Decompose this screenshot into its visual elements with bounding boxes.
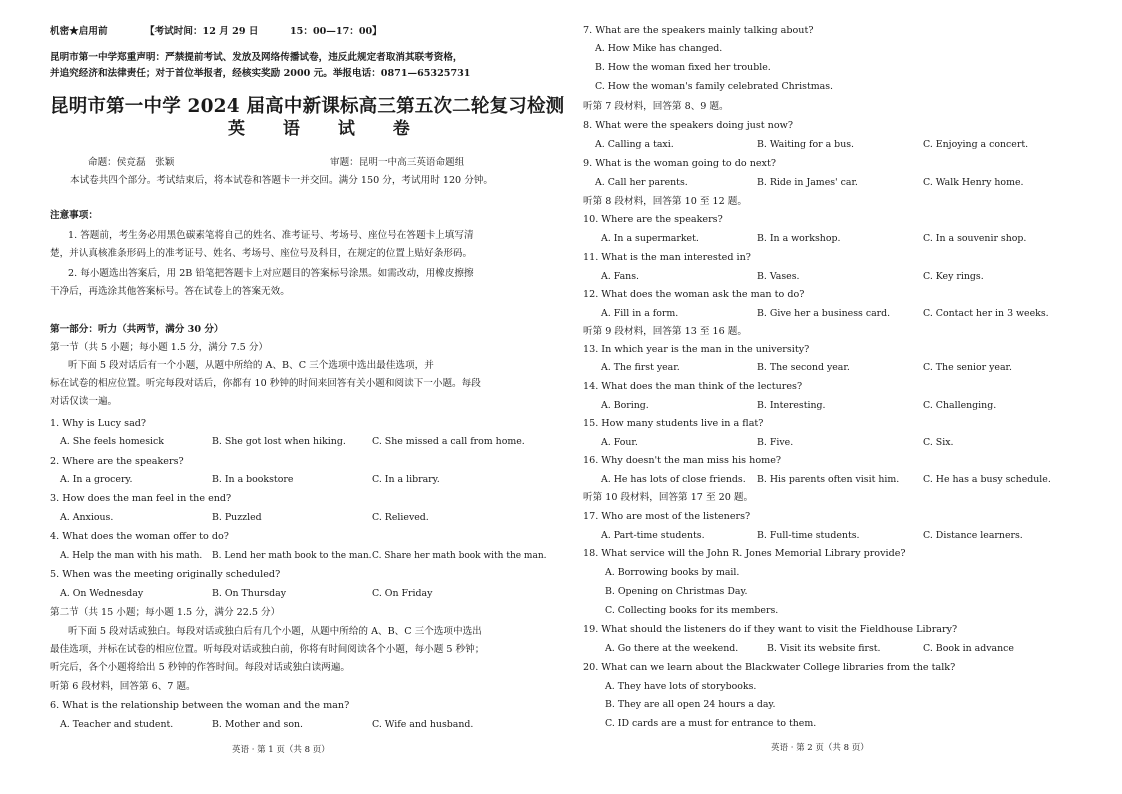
exam-title: 昆明市第一中学 2024 届高中新课标高三第五次二轮复习检测 xyxy=(50,96,565,117)
q15-option-b: B. Five. xyxy=(757,437,794,448)
question-6: 6. What is the relationship between the woman and the man? xyxy=(50,700,350,711)
exam-page-2 xyxy=(561,0,1122,794)
q3-option-a: A. Anxious. xyxy=(60,512,114,523)
question-16: 16. Why doesn't the man miss his home? xyxy=(583,455,782,466)
q18-option-b: B. Opening on Christmas Day. xyxy=(605,586,748,597)
group-8-heading: 听第 8 段材料，回答第 10 至 12 题。 xyxy=(583,196,747,207)
exam-time-label: 【考试时间：12 月 29 日 xyxy=(145,26,259,37)
caution-1-line-2: 楚，并认真核准条形码上的准考证号、姓名、考场号、座位号及科目，在规定的位置上贴好条形码。 xyxy=(50,248,473,259)
q10-option-b: B. In a workshop. xyxy=(757,233,841,244)
q4-option-c: C. Share her math book with the man. xyxy=(372,551,547,561)
q9-option-b: B. Ride in James' car. xyxy=(757,177,858,188)
q19-option-a: A. Go there at the weekend. xyxy=(605,643,739,654)
q14-option-c: C. Challenging. xyxy=(923,400,997,411)
question-3: 3. How does the man feel in the end? xyxy=(50,493,232,504)
caution-2-line-2: 干净后，再选涂其他答案标号。答在试卷上的答案无效。 xyxy=(50,286,290,297)
question-17: 17. Who are most of the listeners? xyxy=(583,511,751,522)
question-11: 11. What is the man interested in? xyxy=(583,252,751,263)
q17-option-a: A. Part-time students. xyxy=(601,530,705,541)
question-20: 20. What can we learn about the Blackwater College libraries from the talk? xyxy=(583,662,956,673)
exam-time-range: 15：00—17：00】 xyxy=(290,26,382,37)
page-1-footer: 英语 · 第 1 页（共 8 页） xyxy=(232,745,330,755)
question-13: 13. In which year is the man in the university? xyxy=(583,344,810,355)
q12-option-c: C. Contact her in 3 weeks. xyxy=(923,308,1049,319)
q5-option-c: C. On Friday xyxy=(372,588,433,599)
q16-option-b: B. His parents often visit him. xyxy=(757,474,900,485)
question-14: 14. What does the man think of the lectures? xyxy=(583,381,803,392)
group-9-heading: 听第 9 段材料，回答第 13 至 16 题。 xyxy=(583,326,747,337)
page-2-footer: 英语 · 第 2 页（共 8 页） xyxy=(771,743,869,753)
q8-option-c: C. Enjoying a concert. xyxy=(923,139,1029,150)
q6-option-a: A. Teacher and student. xyxy=(60,719,174,730)
q12-option-b: B. Give her a business card. xyxy=(757,308,891,319)
q10-option-c: C. In a souvenir shop. xyxy=(923,233,1027,244)
q16-option-a: A. He has lots of close friends. xyxy=(601,474,746,485)
confidential-label: 机密★启用前 xyxy=(50,26,108,37)
question-8: 8. What were the speakers doing just now? xyxy=(583,120,793,131)
section1-heading: 第一节（共 5 小题；每小题 1.5 分，满分 7.5 分） xyxy=(50,342,269,353)
setters-line: 命题：侯竞磊 张颖 xyxy=(88,157,175,168)
group-6-heading: 听第 6 段材料，回答第 6、7 题。 xyxy=(50,681,196,692)
question-15: 15. How many students live in a flat? xyxy=(583,418,764,429)
notice-line-2: 并追究经济和法律责任；对于首位举报者，经核实奖励 2000 元。举报电话：0871—65325731 xyxy=(50,68,471,79)
q20-option-c: C. ID cards are a must for entrance to them. xyxy=(605,718,817,729)
q19-option-b: B. Visit its website first. xyxy=(767,643,881,654)
caution-1-line-1: 1. 答题前，考生务必用黑色碳素笔将自己的姓名、准考证号、考场号、座位号在答题卡上填写清 xyxy=(68,230,474,241)
q2-option-b: B. In a bookstore xyxy=(212,474,294,485)
q20-option-b: B. They are all open 24 hours a day. xyxy=(605,699,776,710)
q18-option-c: C. Collecting books for its members. xyxy=(605,605,779,616)
q4-option-b: B. Lend her math book to the man. xyxy=(212,551,372,561)
q1-option-c: C. She missed a call from home. xyxy=(372,436,525,447)
question-9: 9. What is the woman going to do next? xyxy=(583,158,776,169)
q2-option-a: A. In a grocery. xyxy=(60,474,133,485)
q13-option-b: B. The second year. xyxy=(757,362,850,373)
q7-option-b: B. How the woman fixed her trouble. xyxy=(595,62,771,73)
q7-option-c: C. How the woman's family celebrated Christmas. xyxy=(595,81,833,92)
q9-option-c: C. Walk Henry home. xyxy=(923,177,1024,188)
q2-option-c: C. In a library. xyxy=(372,474,440,485)
q14-option-b: B. Interesting. xyxy=(757,400,826,411)
q11-option-a: A. Fans. xyxy=(601,271,640,282)
question-10: 10. Where are the speakers? xyxy=(583,214,723,225)
section1-instr-2: 标在试卷的相应位置。听完每段对话后，你都有 10 秒钟的时间来回答有关小题和阅读下一小题。每段 xyxy=(50,378,481,389)
question-4: 4. What does the woman offer to do? xyxy=(50,531,229,542)
q5-option-b: B. On Thursday xyxy=(212,588,287,599)
q15-option-a: A. Four. xyxy=(601,437,638,448)
group-7-heading: 听第 7 段材料，回答第 8、9 题。 xyxy=(583,101,729,112)
q13-option-c: C. The senior year. xyxy=(923,362,1012,373)
q1-option-b: B. She got lost when hiking. xyxy=(212,436,346,447)
q19-option-c: C. Book in advance xyxy=(923,643,1014,654)
part1-heading: 第一部分：听力（共两节，满分 30 分） xyxy=(50,324,224,335)
exam-subject-title: 英 语 试 卷 xyxy=(228,119,426,139)
q11-option-c: C. Key rings. xyxy=(923,271,984,282)
q8-option-a: A. Calling a taxi. xyxy=(595,139,674,150)
section2-instr-1: 听下面 5 段对话或独白。每段对话或独白后有几个小题，从题中所给的 A、B、C 三个选项中选出 xyxy=(68,626,482,637)
q17-option-b: B. Full-time students. xyxy=(757,530,860,541)
question-7: 7. What are the speakers mainly talking about? xyxy=(583,25,814,36)
section2-instr-2: 最佳选项，并标在试卷的相应位置。听每段对话或独白前，你将有时间阅读各个小题，每小题 5 秒钟； xyxy=(50,644,485,655)
q12-option-a: A. Fill in a form. xyxy=(601,308,679,319)
q16-option-c: C. He has a busy schedule. xyxy=(923,474,1051,485)
notice-line-1: 昆明市第一中学郑重声明：严禁提前考试、发放及网络传播试卷，违反此规定者取消其联考资格， xyxy=(50,52,463,63)
q1-option-a: A. She feels homesick xyxy=(60,436,164,447)
q7-option-a: A. How Mike has changed. xyxy=(595,43,723,54)
question-2: 2. Where are the speakers? xyxy=(50,456,184,467)
q5-option-a: A. On Wednesday xyxy=(60,588,144,599)
question-19: 19. What should the listeners do if they want to visit the Fieldhouse Library? xyxy=(583,624,958,635)
q20-option-a: A. They have lots of storybooks. xyxy=(605,681,757,692)
q17-option-c: C. Distance learners. xyxy=(923,530,1023,541)
reviewers-line: 审题：昆明一中高三英语命题组 xyxy=(330,157,465,168)
q14-option-a: A. Boring. xyxy=(601,400,649,411)
q3-option-b: B. Puzzled xyxy=(212,512,262,523)
question-12: 12. What does the woman ask the man to do? xyxy=(583,289,805,300)
section1-instr-3: 对话仅读一遍。 xyxy=(50,396,118,407)
q15-option-c: C. Six. xyxy=(923,437,954,448)
q3-option-c: C. Relieved. xyxy=(372,512,429,523)
q9-option-a: A. Call her parents. xyxy=(595,177,688,188)
caution-2-line-1: 2. 每小题选出答案后，用 2B 铅笔把答题卡上对应题目的答案标号涂黑。如需改动，用橡皮擦擦 xyxy=(68,268,474,279)
question-5: 5. When was the meeting originally scheduled? xyxy=(50,569,281,580)
q18-option-a: A. Borrowing books by mail. xyxy=(605,567,740,578)
section1-instr-1: 听下面 5 段对话后有一个小题，从题中所给的 A、B、C 三个选项中选出最佳选项，并 xyxy=(68,360,434,371)
group-10-heading: 听第 10 段材料，回答第 17 至 20 题。 xyxy=(583,492,754,503)
q11-option-b: B. Vases. xyxy=(757,271,800,282)
question-18: 18. What service will the John R. Jones Memorial Library provide? xyxy=(583,548,906,559)
q8-option-b: B. Waiting for a bus. xyxy=(757,139,855,150)
q6-option-b: B. Mother and son. xyxy=(212,719,303,730)
section2-heading: 第二节（共 15 小题；每小题 1.5 分，满分 22.5 分） xyxy=(50,607,281,618)
q6-option-c: C. Wife and husband. xyxy=(372,719,474,730)
section2-instr-3: 听完后，各个小题将给出 5 秒钟的作答时间。每段对话或独白读两遍。 xyxy=(50,662,351,673)
cautions-heading: 注意事项： xyxy=(50,210,98,221)
q10-option-a: A. In a supermarket. xyxy=(601,233,699,244)
q4-option-a: A. Help the man with his math. xyxy=(60,551,203,561)
q13-option-a: A. The first year. xyxy=(601,362,680,373)
question-1: 1. Why is Lucy sad? xyxy=(50,418,147,429)
paper-intro: 本试卷共四个部分。考试结束后，将本试卷和答题卡一并交回。满分 150 分，考试用时 120 分钟。 xyxy=(70,175,493,186)
